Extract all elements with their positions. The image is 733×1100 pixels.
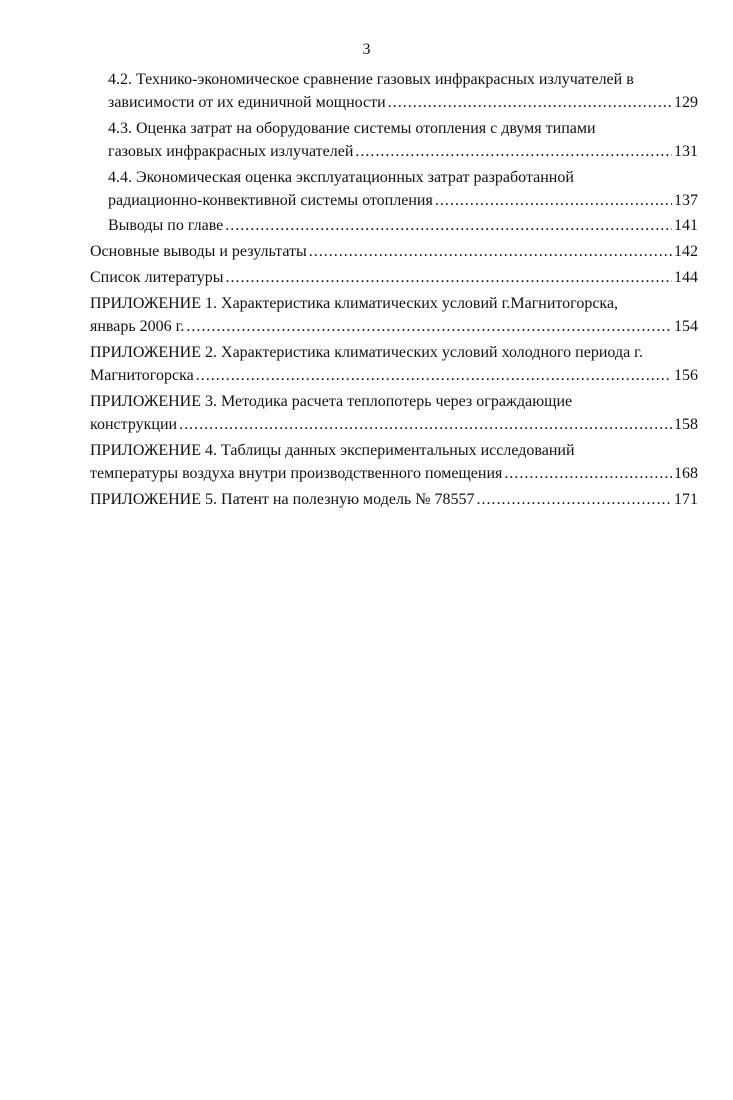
dot-leader: [225, 214, 672, 237]
toc-entry-appendix-1[interactable]: [90, 292, 698, 338]
toc-entry-text: январь 2006 г.: [90, 318, 185, 335]
toc-page-number: 144: [674, 269, 698, 286]
toc-entry-text: ПРИЛОЖЕНИЕ 5. Патент на полезную модель № 78557: [90, 491, 475, 508]
toc-entry-text: Список литературы: [90, 269, 224, 286]
toc-entry-text: Основные выводы и результаты: [90, 243, 307, 260]
toc-entry-appendix-5[interactable]: [90, 488, 698, 511]
toc-entry-text: газовых инфракрасных излучателей: [108, 143, 354, 160]
toc-page-number: 131: [674, 143, 698, 160]
toc-entry-text: 4.2. Технико-экономическое сравнение газовых инфракрасных излучателей в: [108, 71, 634, 88]
dot-leader: [355, 140, 672, 163]
dot-leader: [179, 413, 672, 436]
toc-entry-references[interactable]: [90, 266, 698, 289]
dot-leader: [226, 266, 672, 289]
table-of-contents: [90, 68, 698, 511]
toc-entry-text: 4.3. Оценка затрат на оборудование системы отопления с двумя типами: [108, 120, 596, 137]
toc-entry-text: 4.4. Экономическая оценка эксплуатационных затрат разработанной: [108, 169, 574, 186]
toc-entry-4-3[interactable]: [90, 117, 698, 163]
toc-entry-text: радиационно-конвективной системы отопления: [108, 192, 433, 209]
toc-page-number: 158: [674, 416, 698, 433]
dot-leader: [196, 364, 672, 387]
toc-entry-text: ПРИЛОЖЕНИЕ 4. Таблицы данных экспериментальных исследований: [90, 442, 575, 459]
toc-entry-4-4[interactable]: [90, 166, 698, 212]
toc-entry-appendix-4[interactable]: [90, 439, 698, 485]
dot-leader: [504, 462, 672, 485]
toc-entry-chapter-conclusions[interactable]: [90, 214, 698, 237]
toc-entry-text: Выводы по главе: [108, 217, 224, 234]
toc-page-number: 154: [674, 318, 698, 335]
toc-page-number: 171: [674, 491, 698, 508]
dot-leader: [435, 189, 672, 212]
dot-leader: [476, 488, 672, 511]
toc-page-number: 137: [674, 192, 698, 209]
dot-leader: [186, 315, 672, 338]
toc-entry-main-conclusions[interactable]: [90, 240, 698, 263]
toc-entry-text: Магнитогорска: [90, 367, 194, 384]
toc-entry-text: зависимости от их единичной мощности: [108, 94, 386, 111]
toc-entry-appendix-2[interactable]: [90, 341, 698, 387]
dot-leader: [309, 240, 672, 263]
toc-entry-text: ПРИЛОЖЕНИЕ 2. Характеристика климатических условий холодного периода г.: [90, 344, 643, 361]
toc-entry-text: конструкции: [90, 416, 178, 433]
toc-page-number: 141: [674, 217, 698, 234]
toc-entry-4-2[interactable]: [90, 68, 698, 114]
toc-page-number: 129: [674, 94, 698, 111]
toc-entry-text: ПРИЛОЖЕНИЕ 1. Характеристика климатических условий г.Магнитогорска,: [90, 295, 619, 312]
toc-entry-appendix-3[interactable]: [90, 390, 698, 436]
page-number: 3: [362, 41, 371, 58]
toc-entry-text: ПРИЛОЖЕНИЕ 3. Методика расчета теплопотерь через ограждающие: [90, 393, 573, 410]
toc-page-number: 168: [674, 465, 698, 482]
toc-page-number: 156: [674, 367, 698, 384]
toc-entry-text: температуры воздуха внутри производственного помещения: [90, 465, 503, 482]
toc-page-number: 142: [674, 243, 698, 260]
dot-leader: [388, 91, 672, 114]
